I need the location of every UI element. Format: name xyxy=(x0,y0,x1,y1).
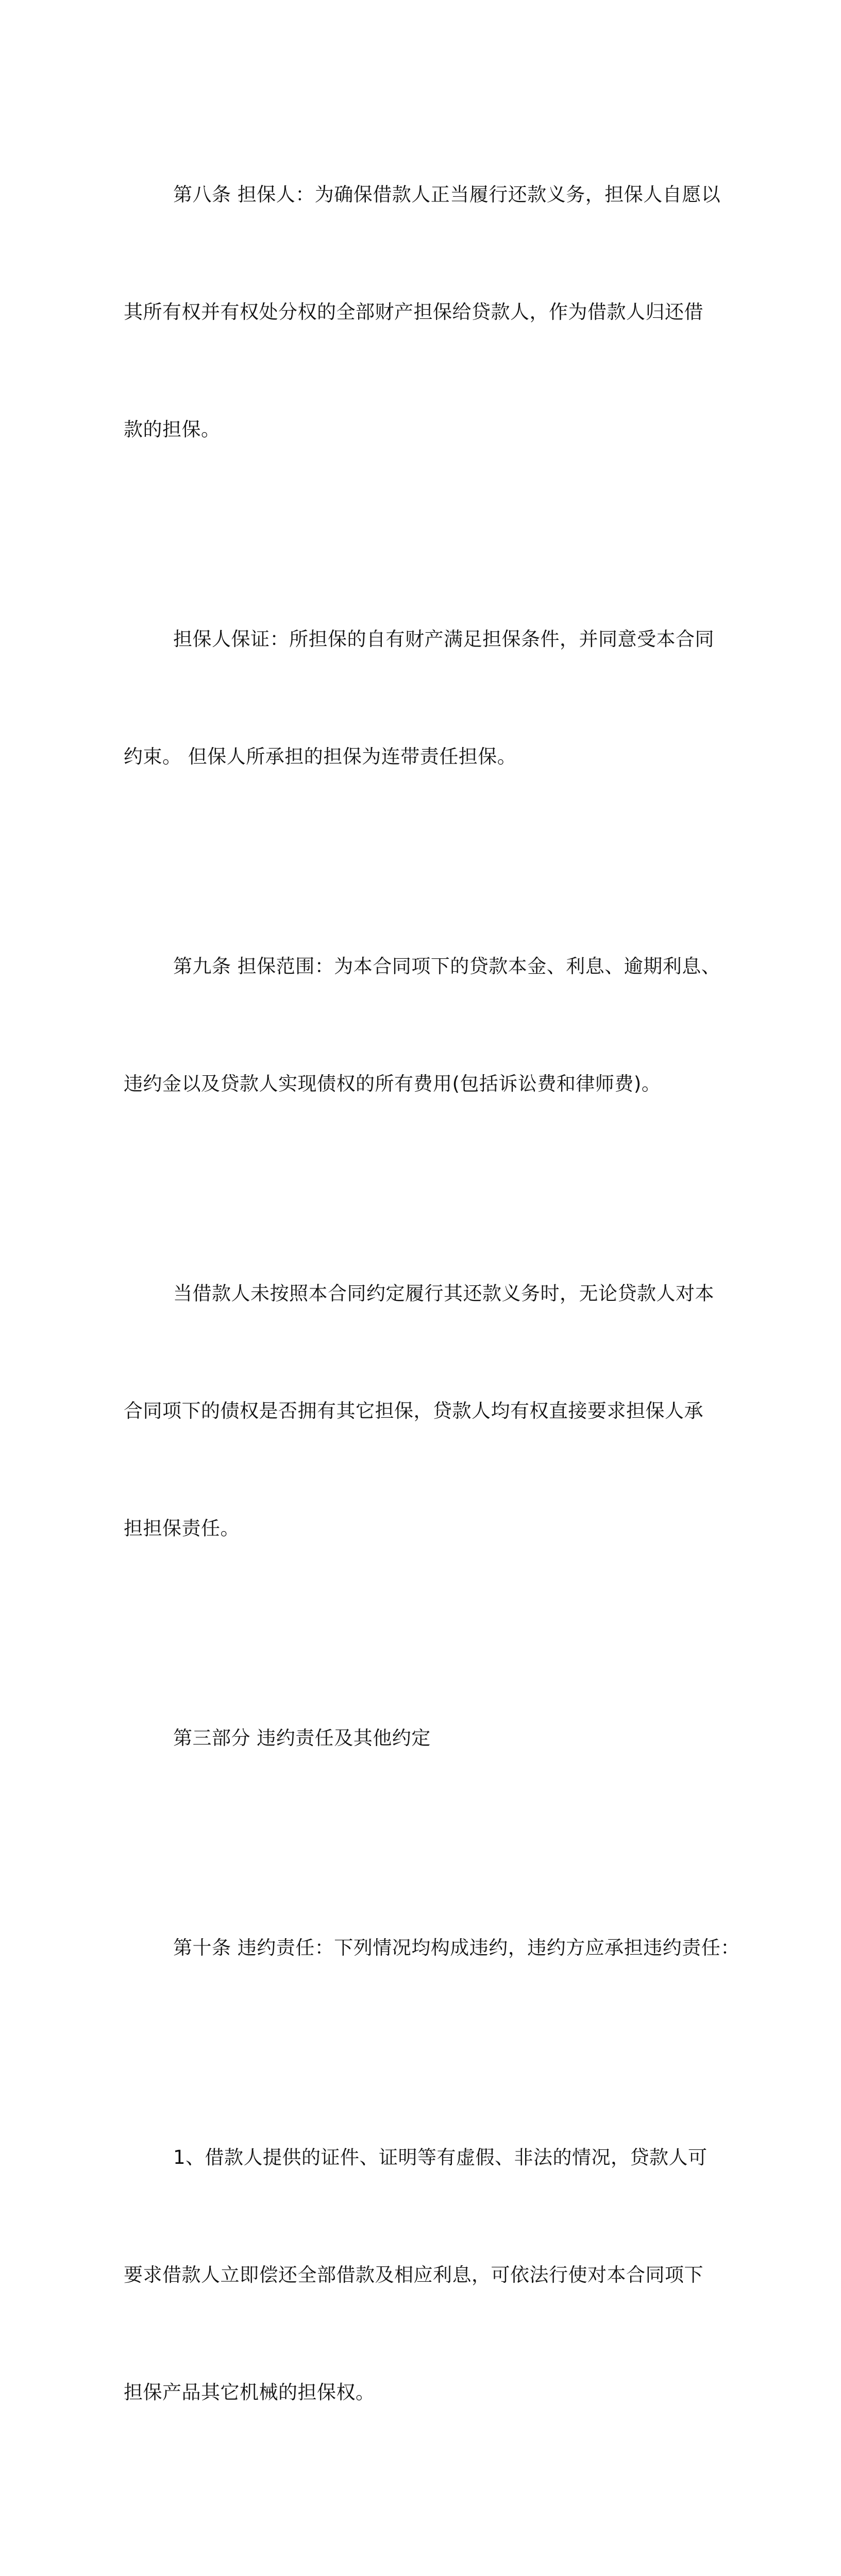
text-line: 当借款人未按照本合同约定履行其还款义务时，无论贷款人对本 xyxy=(173,1282,714,1304)
text-line: 约束。 但保人所承担的担保为连带责任担保。 xyxy=(124,745,517,768)
document-page xyxy=(124,97,740,2576)
text-line: 担保产品其它机械的担保权。 xyxy=(124,2381,375,2403)
paragraph-article-8 xyxy=(124,97,721,528)
text-line: 第八条 担保人：为确保借款人正当履行还款义务，担保人自愿以 xyxy=(173,183,721,206)
paragraph-article-9 xyxy=(124,869,721,1182)
text-line: 担担保责任。 xyxy=(124,1517,240,1539)
text-line: 要求借款人立即偿还全部借款及相应利息，可依法行使对本合同项下 xyxy=(124,2264,703,2286)
paragraph-default-guarantee xyxy=(124,1196,721,1626)
paragraph-item-1 xyxy=(124,2060,721,2490)
paragraph-guarantor-assurance xyxy=(124,541,721,855)
text-line: 其所有权并有权处分权的全部财产担保给贷款人，作为借款人归还借 xyxy=(124,301,703,323)
paragraph-article-10 xyxy=(124,1850,740,2046)
text-line: 第十条 违约责任：下列情况均构成违约，违约方应承担违约责任： xyxy=(173,1937,740,1959)
text-line: 合同项下的债权是否拥有其它担保，贷款人均有权直接要求担保人承 xyxy=(124,1400,703,1422)
section-heading-part-3 xyxy=(124,1640,721,1836)
text-line: 第九条 担保范围：为本合同项下的贷款本金、利息、逾期利息、 xyxy=(173,955,721,977)
text-line: 违约金以及贷款人实现债权的所有费用(包括诉讼费和律师费)。 xyxy=(124,1073,661,1095)
text-line: 1、借款人提供的证件、证明等有虚假、非法的情况，贷款人可 xyxy=(173,2146,708,2168)
text-line: 款的担保。 xyxy=(124,418,221,440)
text-line: 第三部分 违约责任及其他约定 xyxy=(173,1727,431,1749)
text-line: 担保人保证：所担保的自有财产满足担保条件，并同意受本合同 xyxy=(173,628,714,650)
paragraph-item-2 xyxy=(124,2504,721,2576)
